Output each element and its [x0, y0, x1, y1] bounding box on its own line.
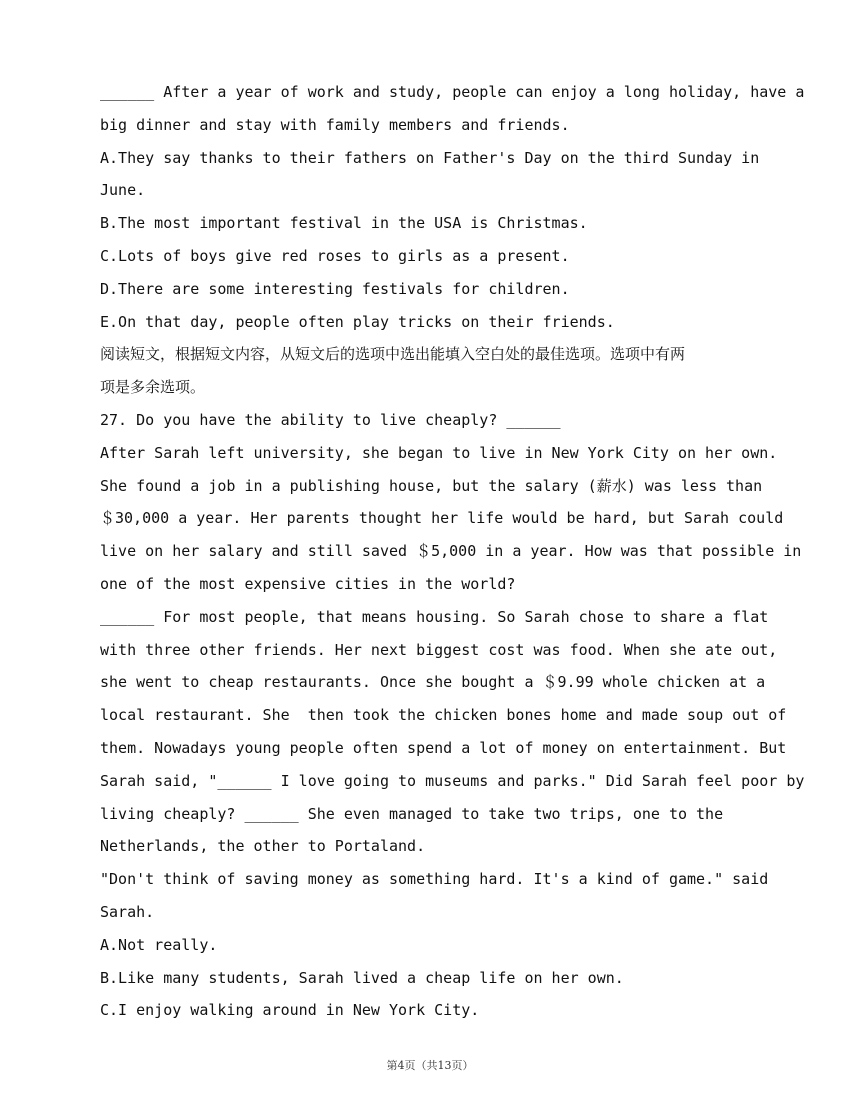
passage-line: them. Nowadays young people often spend a lot of money on entertainment. But [100, 738, 787, 757]
instruction-line: 项是多余选项。 [100, 378, 206, 397]
passage-line: ＄30,000 a year. Her parents thought her life would be hard, but Sarah could [100, 509, 784, 528]
passage-line: she went to cheap restaurants. Once she bought a ＄9.99 whole chicken at a [100, 673, 766, 692]
document-body [100, 76, 805, 1027]
text-line: big dinner and stay with family members and friends. [100, 115, 570, 134]
passage-line: "Don't think of saving money as something hard. It's a kind of game." said [100, 870, 769, 889]
passage-line: local restaurant. She then took the chicken bones home and made soup out of [100, 706, 787, 725]
text-line: ______ After a year of work and study, people can enjoy a long holiday, have a [100, 83, 805, 101]
instruction-line: 阅读短文，根据短文内容，从短文后的选项中选出能填入空白处的最佳选项。选项中有两 [100, 345, 686, 364]
option-d: D.There are some interesting festivals for children. [100, 279, 570, 298]
passage-line: live on her salary and still saved ＄5,000 in a year. How was that possible in [100, 542, 802, 561]
text-line: June. [100, 181, 146, 200]
passage-line: After Sarah left university, she began to live in New York City on her own. [100, 443, 778, 462]
option-c: C.Lots of boys give red roses to girls as a present. [100, 246, 570, 265]
page-number-footer: 第4页（共13页） [386, 1059, 474, 1072]
option-b: B.The most important festival in the USA is Christmas. [100, 214, 588, 233]
passage-line: with three other friends. Her next biggest cost was food. When she ate out, [100, 640, 778, 659]
passage-line: Sarah said, "______ I love going to museums and parks." Did Sarah feel poor by [100, 771, 805, 790]
passage-line: Sarah. [100, 902, 155, 921]
option-a: A.They say thanks to their fathers on Father's Day on the third Sunday in [100, 148, 760, 167]
passage-line: She found a job in a publishing house, but the salary (薪水) was less than [100, 476, 763, 495]
option-e: E.On that day, people often play tricks on their friends. [100, 312, 615, 331]
passage-line: Netherlands, the other to Portaland. [100, 837, 426, 856]
passage-line: living cheaply? ______ She even managed to take two trips, one to the [100, 804, 724, 823]
option-b: B.Like many students, Sarah lived a cheap life on her own. [100, 968, 624, 987]
option-a: A.Not really. [100, 935, 218, 954]
passage-line: ______ For most people, that means housing. So Sarah chose to share a flat [100, 607, 769, 626]
question-27: 27. Do you have the ability to live cheaply? ______ [100, 410, 561, 429]
option-c: C.I enjoy walking around in New York City. [100, 1001, 480, 1020]
passage-line: one of the most expensive cities in the world? [100, 574, 516, 593]
